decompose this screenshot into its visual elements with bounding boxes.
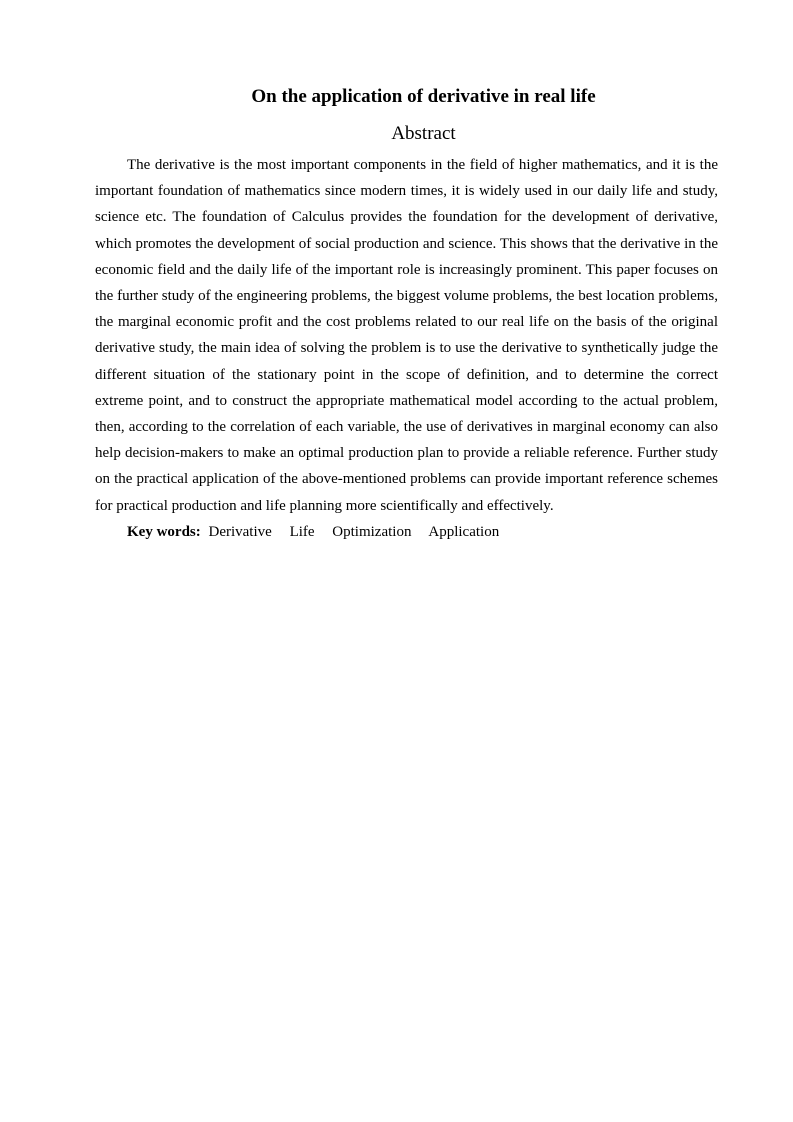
paper-title: On the application of derivative in real life: [251, 86, 596, 107]
abstract-body: The derivative is the most important components in the field of higher mathematics, and it is the important foundation of mathematics since modern times, it is widely used in our daily life and study, science etc. The foundation of Calculus provides the foundation for the development of derivative, which promotes the development of social production and science. This shows that the derivative in the economic field and the daily life of the important role is increasingly prominent. This paper focuses on the further study of the engineering problems, the biggest volume problems, the best location problems, the marginal economic profit and the cost problems related to our real life on the basis of the original derivative study, the main idea of solving the problem is to use the derivative to synthetically judge the different situation of the stationary point in the scope of definition, and to determine the correct extreme point, and to construct the appropriate mathematical model according to the actual problem, then, according to the correlation of each variable, the use of derivatives in marginal economy can also help decision-makers to make an optimal production plan to provide a reliable reference. Further study on the practical application of the above-mentioned problems can provide important reference schemes for practical production and life planning more scientifically and effectively.: [95, 157, 718, 514]
abstract-heading: Abstract: [391, 123, 456, 144]
keyword-item: Derivative: [208, 523, 272, 540]
keyword-item: Application: [428, 523, 500, 540]
keywords-label: Key words:: [127, 523, 201, 540]
keyword-item: Life: [289, 523, 315, 540]
keywords-line: [95, 519, 718, 545]
keyword-item: Optimization: [332, 523, 412, 540]
paper-page: [95, 84, 718, 545]
